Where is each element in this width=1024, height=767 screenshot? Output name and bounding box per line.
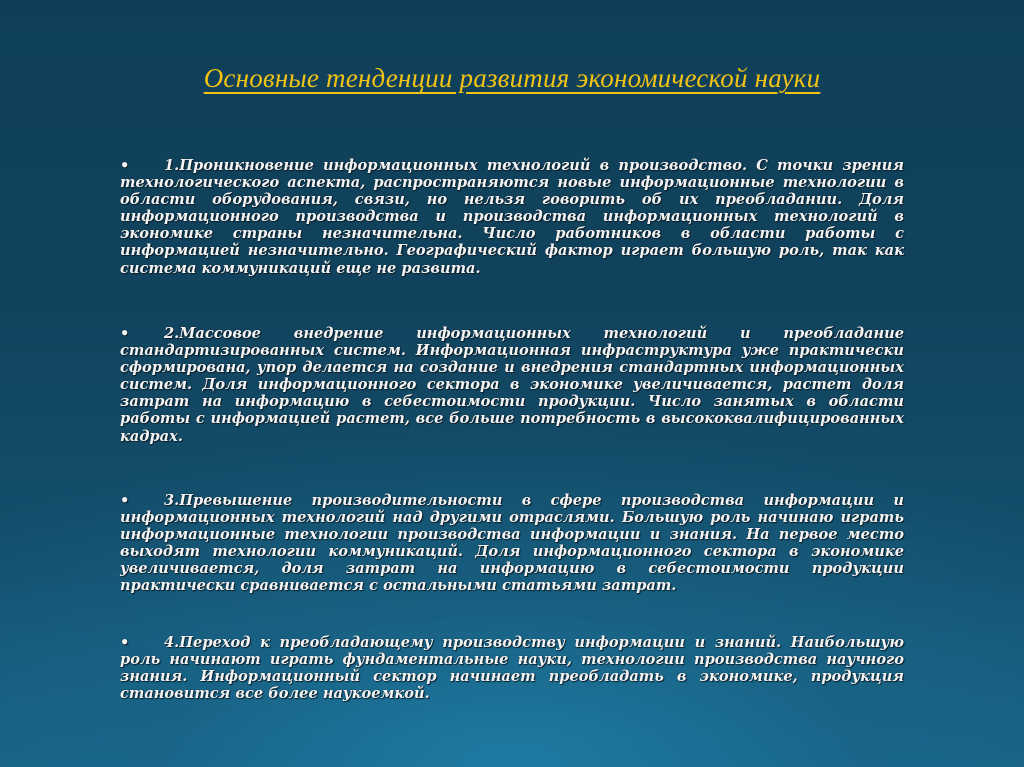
bullet-icon: •: [120, 157, 130, 174]
item-number: 1.: [164, 157, 180, 174]
bullet-icon: •: [120, 634, 130, 651]
item-text: Переход к преобладающему производству информации и знаний. Наибольшую роль начинают играть фундаментальные науки, технологии производства научного знания. Информационный сектор начинает преобладать в экономике, продукция становится все более наукоемкой.: [120, 634, 904, 703]
list-item: [120, 325, 904, 445]
item-number: 3.: [164, 492, 180, 509]
list-item: [120, 157, 904, 277]
item-text: Проникновение информационных технологий в производство. С точки зрения технологического аспекта, распространяются новые информационные технологии в области оборудования, связи, но нельзя говорить об их преобладании. Доля информационного производства и производства информационных технологий в экономике страны незначительна. Число работников в области работы с информацией незначительно. Географический фактор играет большую роль, так как система коммуникаций еще не развита.: [120, 157, 904, 277]
item-text: Массовое внедрение информационных технологий и преобладание стандартизированных систем. Информационная инфраструктура уже практически сформирована, упор делается на создание и внедрения стандартных информационных систем. Доля информационного сектора в экономике увеличивается, растет доля затрат на информацию в себестоимости продукции. Число занятых в области работы с информацией растет, все больше потребность в высококвалифицированных кадрах.: [120, 325, 904, 445]
bullet-icon: •: [120, 325, 130, 342]
bullet-icon: •: [120, 492, 130, 509]
list-item: [120, 492, 904, 595]
item-number: 4.: [164, 634, 180, 651]
list-item: [120, 634, 904, 702]
slide-title: Основные тенденции развития экономической науки: [203, 63, 821, 93]
item-text: Превышение производительности в сфере производства информации и информационных технологий над другими отраслями. Большую роль начинаю играть информационные технологии производства информации и знания. На первое место выходят технологии коммуникаций. Доля информационного сектора в экономике увеличивается, доля затрат на информацию в себестоимости продукции практически сравнивается с остальными статьями затрат.: [120, 492, 904, 595]
item-number: 2.: [164, 325, 180, 342]
